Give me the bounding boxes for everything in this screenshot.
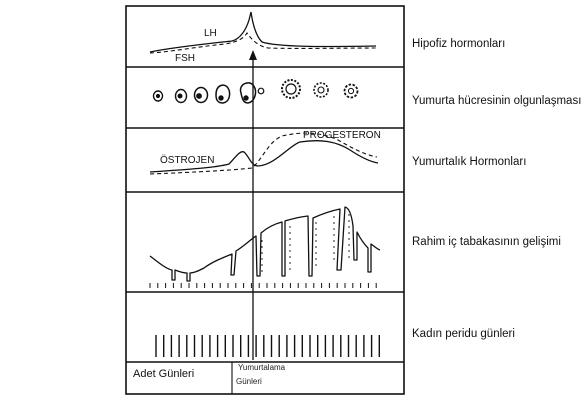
- menstruation-days-label: Adet Günleri: [133, 368, 195, 380]
- endometrium-texture: [262, 214, 349, 272]
- follicle-antral: [195, 88, 208, 103]
- fsh-curve: [150, 33, 376, 53]
- follicle-growing: [216, 85, 230, 103]
- panel-label-egg-maturation: Yumurta hücresinin olgunlaşması: [412, 95, 581, 107]
- corpus-luteum-mature: [314, 83, 328, 97]
- panel-label-cycle-days: Kadın peridu günleri: [412, 328, 515, 340]
- progesterone-label: PROGESTERON: [303, 130, 381, 141]
- fsh-label: FSH: [175, 53, 195, 64]
- follicle-stages: [154, 80, 358, 103]
- estrogen-label: ÖSTROJEN: [160, 155, 215, 166]
- panel-label-endometrium: Rahim iç tabakasının gelişimi: [412, 236, 561, 248]
- corpus-luteum: [282, 80, 300, 98]
- cycle-day-bars: [156, 335, 379, 357]
- ovulation-days-label-line1: Yumurtalama: [238, 363, 286, 372]
- diagram-frame: [126, 6, 404, 394]
- follicle-primary: [154, 91, 163, 101]
- released-ovum: [258, 88, 264, 94]
- follicle-secondary: [176, 90, 187, 103]
- panel-label-ovarian-hormones: Yumurtalık Hormonları: [412, 156, 527, 168]
- endometrium-curve: [150, 207, 380, 281]
- ovulation-arrow-head: [249, 50, 257, 60]
- ovulation-days-label-line2: Günleri: [236, 377, 262, 386]
- panel-label-pituitary-hormones: Hipofiz hormonları: [412, 38, 506, 50]
- endometrium-tick-marks: [150, 283, 376, 288]
- corpus-albicans: [345, 85, 358, 98]
- lh-label: LH: [204, 28, 217, 39]
